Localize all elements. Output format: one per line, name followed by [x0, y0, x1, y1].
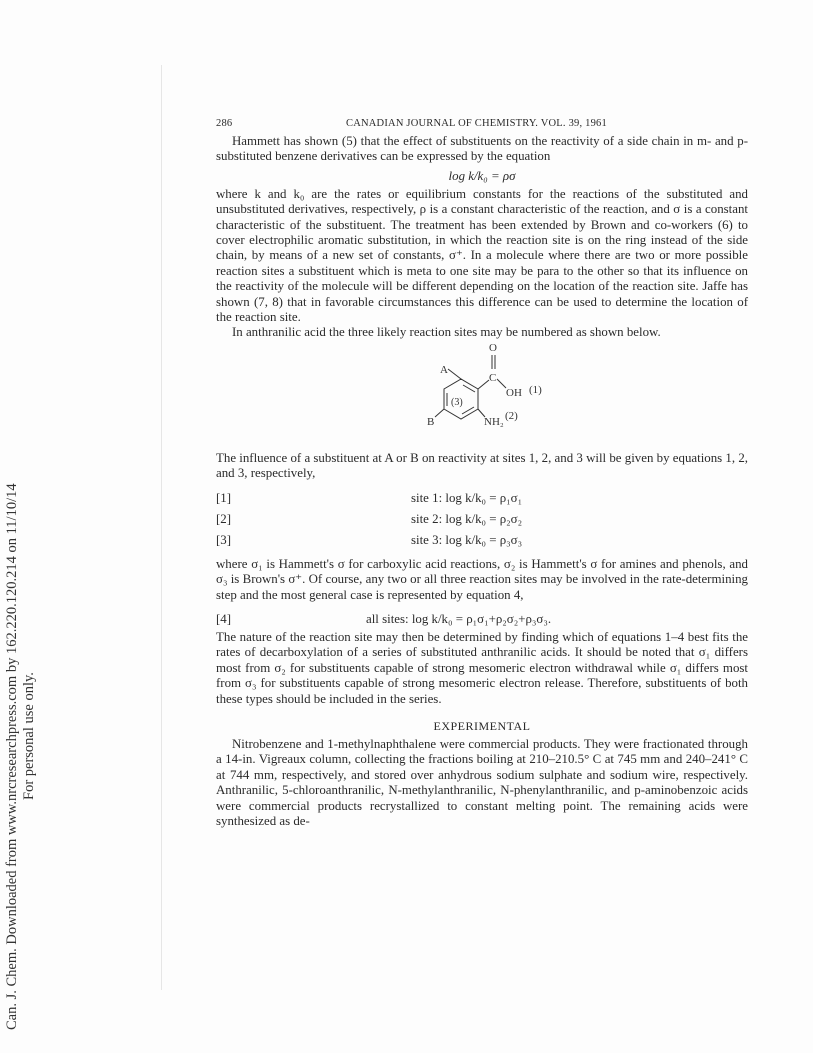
- section-title: EXPERIMENTAL: [433, 718, 531, 733]
- label-site-1: (1): [529, 383, 542, 396]
- equation-body: site 3: log k/k₀ = ρ₃σ₃: [411, 532, 523, 547]
- label-oxygen: O: [489, 341, 497, 354]
- equation-row: [216, 530, 748, 551]
- equation-number: [1]: [216, 490, 232, 505]
- label-hydroxyl: OH: [506, 386, 522, 399]
- label-position-a: A: [440, 363, 448, 376]
- page-number: 286: [216, 118, 233, 129]
- equation-row: [216, 488, 748, 509]
- paragraph-experimental: Nitrobenzene and 1-methylnaphthalene were commercial products. They were fractionated through a 14-in. Vigreaux column, collecting the fractions boiling at 210–210.5° C at 745 mm and 240–241° C at 744 mm, respectively, and stored over anhydrous sodium sulphate and sodium wire, respectively. Anthranilic, 5-chloroanthranilic, N-methylanthranilic, N-phenylanthranilic, and p-aminobenzoic acids were commercial products recrystallized to constant melting point. The remaining acids were synthesized as de-: [216, 736, 748, 828]
- paragraph-sigma-definitions: where σ₁ is Hammett's σ for carboxylic acid reactions, σ₂ is Hammett's σ for amines and phenols, and σ₃ is Brown's σ⁺. Of course, any two or all three reaction sites may be involved in the rate-determining step and the most general case is represented by equation 4,: [216, 556, 748, 602]
- page-gutter-line: [161, 65, 162, 990]
- equation-body: all sites: log k/k₀ = ρ₁σ₁+ρ₂σ₂+ρ₃σ₃.: [366, 611, 552, 626]
- watermark-line1: Can. J. Chem. Downloaded from www.nrcresearchpress.com by 162.220.120.214 on 11/10/14: [4, 483, 20, 1030]
- equation-number: [3]: [216, 532, 232, 547]
- hammett-equation: log k/k₀ = ρσ: [448, 168, 516, 183]
- running-header: [216, 118, 748, 134]
- equation-number: [4]: [216, 611, 232, 626]
- paragraph-equations-intro: The influence of a substituent at A or B on reactivity at sites 1, 2, and 3 will be given by equations 1, 2, and 3, respectively,: [216, 450, 748, 481]
- watermark-line2: For personal use only.: [21, 672, 37, 800]
- intro-paragraph: Hammett has shown (5) that the effect of substituents on the reactivity of a side chain in m- and p-substituted benzene derivatives can be expressed by the equation: [216, 134, 748, 164]
- equation-number: [2]: [216, 511, 232, 526]
- label-carbon: C: [489, 371, 497, 384]
- equation-body: site 2: log k/k₀ = ρ₂σ₂: [411, 511, 523, 526]
- label-site-3: (3): [451, 396, 463, 408]
- structure-diagram: [216, 341, 748, 451]
- label-position-b: B: [427, 415, 435, 428]
- paragraph-definitions: where k and k₀ are the rates or equilibrium constants for the reactions of the substituted and unsubstituted derivatives, respectively, ρ is a constant characteristic of the reaction, and σ is a constant characteristic of the substituent. The treatment has been extended by Brown and co-workers (6) to cover electrophilic aromatic substitution, in which the reaction site is on the ring instead of the side chain, by means of a new set of constants, σ⁺. In a molecule where there are two or more possible reaction sites a substituent which is meta to one site may be para to the other so that its influence on the reactivity of the molecule will be different depending on the location of the reaction site. Jaffe has shown (7, 8) that in favorable circumstances this difference can be used to determine the location of the reaction site.: [216, 186, 748, 325]
- equation-body: site 1: log k/k₀ = ρ₁σ₁: [411, 490, 523, 505]
- paragraph-reaction-site: The nature of the reaction site may then be determined by finding which of equations 1–4 best fits the rates of decarboxylation of a series of substituted anthranilic acids. It should be noted that σ₁ differs most from σ₂ for substituents capable of strong mesomeric electron withdrawal while σ₁ differs most from σ₃ for substituents capable of strong mesomeric electron release. Therefore, substituents of both these types should be included in the series.: [216, 629, 748, 706]
- label-amine: NH₂: [484, 415, 504, 428]
- equation-row-4: [216, 609, 748, 630]
- anthranilic-acid-structure: [216, 341, 748, 451]
- equation-row: [216, 509, 748, 530]
- paragraph-sites-intro: In anthranilic acid the three likely reaction sites may be numbered as shown below.: [232, 325, 661, 340]
- page-content: [216, 118, 748, 829]
- watermark-strip: [0, 0, 40, 1053]
- journal-title: CANADIAN JOURNAL OF CHEMISTRY. VOL. 39, 1961: [346, 118, 607, 129]
- label-site-2: (2): [505, 409, 518, 422]
